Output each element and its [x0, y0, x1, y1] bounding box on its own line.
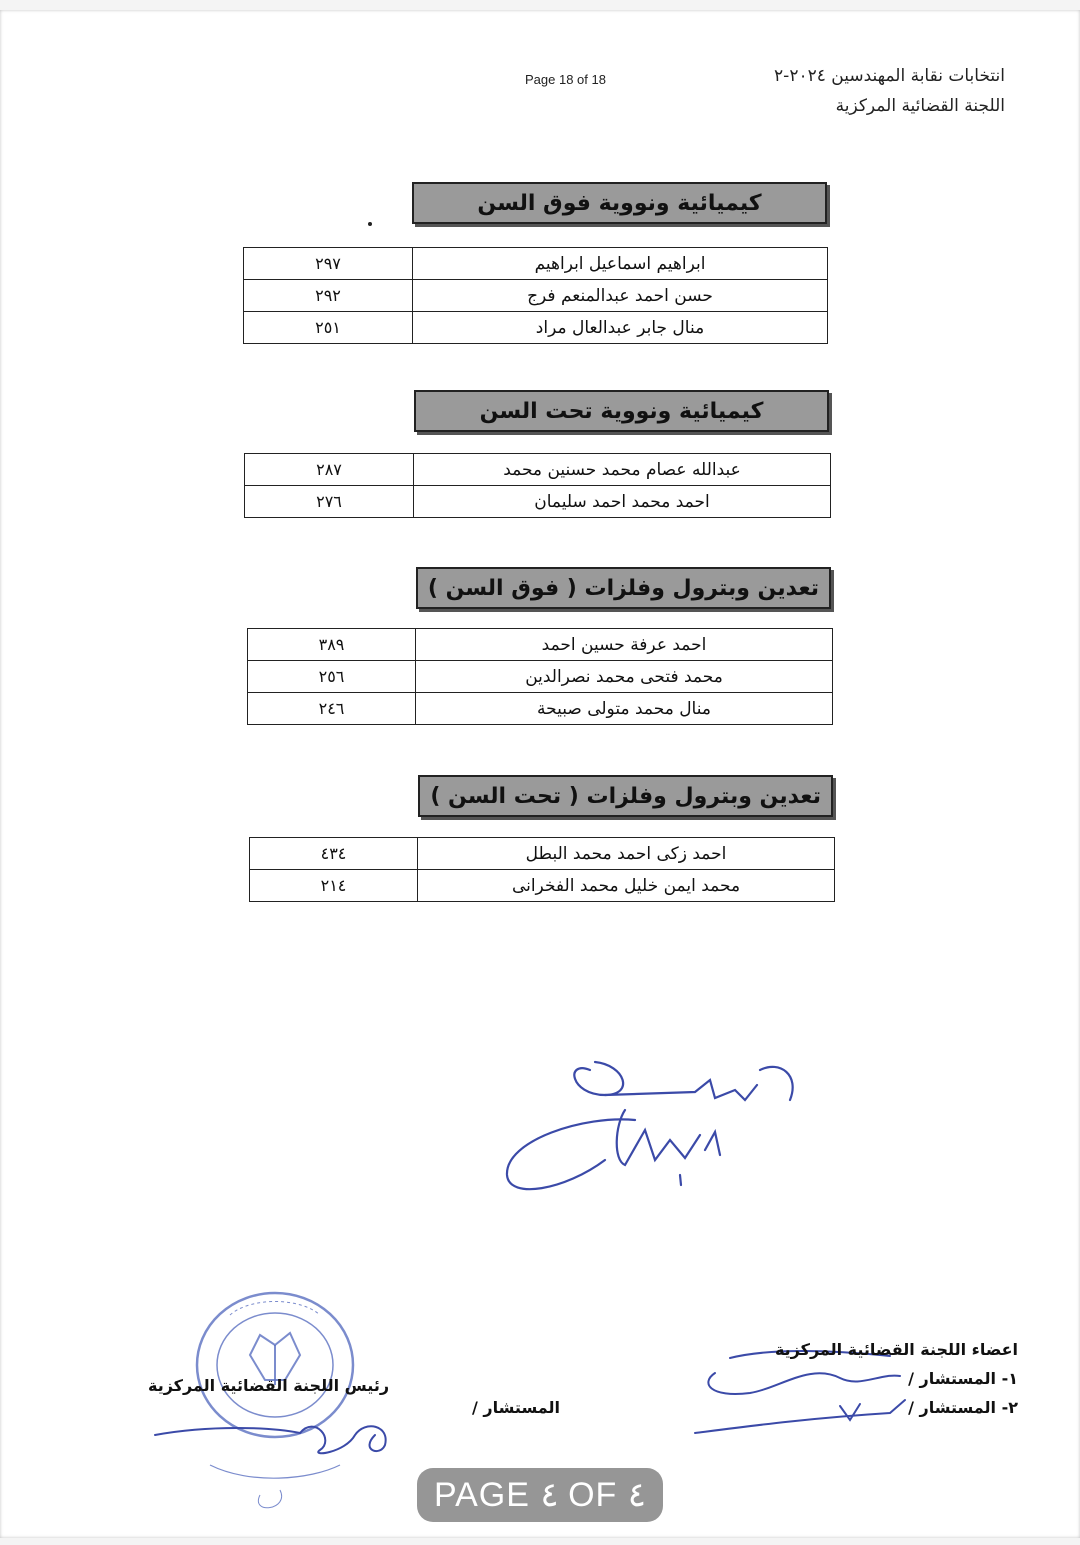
- vote-count: ٢٨٧: [245, 454, 414, 486]
- vote-count: ٢٤٦: [248, 693, 416, 725]
- table-row: [248, 661, 833, 693]
- vote-count: ٢٩٢: [244, 280, 413, 312]
- candidate-name: احمد محمد احمد سليمان: [414, 486, 831, 518]
- page-indicator-chip: PAGE ٤ OF ٤: [417, 1468, 663, 1522]
- vote-count: ٢١٤: [250, 870, 418, 902]
- results-table: [243, 247, 828, 344]
- document-page: [0, 10, 1080, 1538]
- candidate-name: حسن احمد عبدالمنعم فرج: [413, 280, 828, 312]
- stray-dot: [368, 222, 372, 226]
- candidate-name: ابراهيم اسماعيل ابراهيم: [413, 248, 828, 280]
- section-title: تعدين وبترول وفلزات ( تحت السن ): [418, 775, 833, 817]
- section-title: كيميائية ونووية تحت السن: [414, 390, 829, 432]
- candidate-name: احمد عرفة حسين احمد: [416, 629, 833, 661]
- advisor-label: المستشار /: [472, 1398, 560, 1417]
- results-table: [244, 453, 831, 518]
- vote-count: ٣٨٩: [248, 629, 416, 661]
- table-row: [244, 248, 828, 280]
- candidate-name: محمد ايمن خليل محمد الفخرانى: [418, 870, 835, 902]
- table-row: [248, 629, 833, 661]
- results-table: [247, 628, 833, 725]
- committee-members-block: [775, 1335, 1018, 1422]
- member-line-1: ١- المستشار /: [908, 1369, 1018, 1388]
- table-row: [245, 454, 831, 486]
- candidate-name: احمد زكى احمد محمد البطل: [418, 838, 835, 870]
- vote-count: ٢٩٧: [244, 248, 413, 280]
- page-counter: Page 18 of 18: [525, 72, 606, 87]
- table-row: [245, 486, 831, 518]
- member-line-2: ٢- المستشار /: [908, 1398, 1018, 1417]
- header-committee-title: اللجنة القضائية المركزية: [835, 96, 1005, 116]
- results-table: [249, 837, 835, 902]
- section-title: تعدين وبترول وفلزات ( فوق السن ): [416, 567, 831, 609]
- candidate-name: منال محمد متولى صبيحة: [416, 693, 833, 725]
- table-row: [250, 838, 835, 870]
- chair-signature: [150, 1395, 410, 1465]
- table-row: [244, 280, 828, 312]
- table-row: [248, 693, 833, 725]
- candidate-name: منال جابر عبدالعال مراد: [413, 312, 828, 344]
- table-row: [250, 870, 835, 902]
- vote-count: ٢٥٦: [248, 661, 416, 693]
- candidate-name: عبدالله عصام محمد حسنين محمد: [414, 454, 831, 486]
- chair-label: رئيس اللجنة القضائية المركزية: [148, 1376, 390, 1395]
- members-heading: اعضاء اللجنة القضائية المركزية: [774, 1340, 1018, 1359]
- handwritten-signature: [495, 1040, 815, 1210]
- section-title: كيميائية ونووية فوق السن: [412, 182, 827, 224]
- candidate-name: محمد فتحى محمد نصرالدين: [416, 661, 833, 693]
- vote-count: ٤٣٤: [250, 838, 418, 870]
- vote-count: ٢٥١: [244, 312, 413, 344]
- table-row: [244, 312, 828, 344]
- vote-count: ٢٧٦: [245, 486, 414, 518]
- header-election-title: انتخابات نقابة المهندسين ٢٠٢٤-٢: [774, 66, 1005, 86]
